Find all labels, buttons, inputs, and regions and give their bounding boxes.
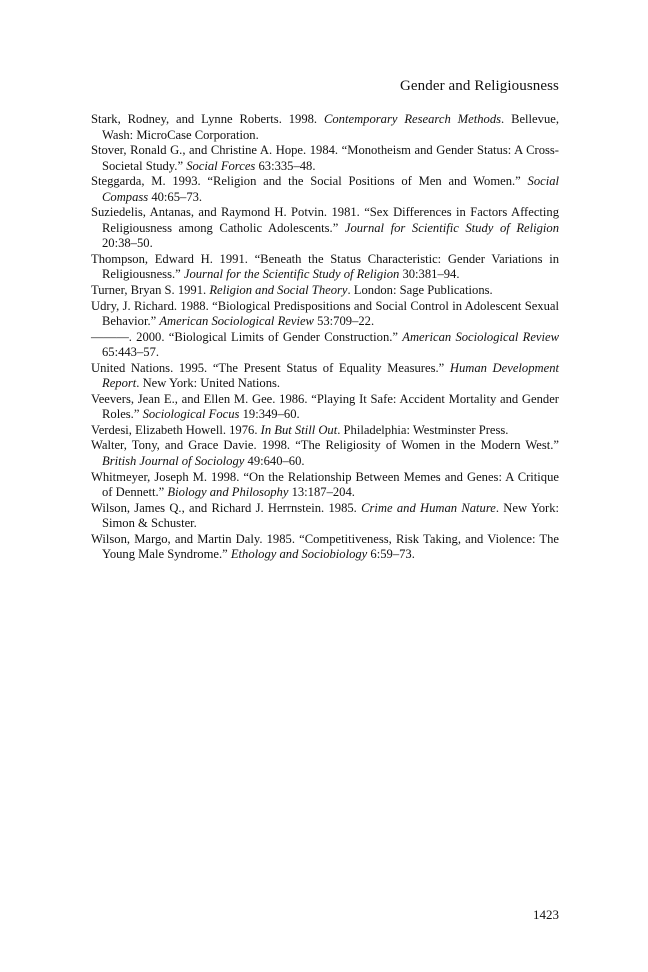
reference-entry [91, 330, 559, 361]
reference-entry [91, 252, 559, 283]
reference-title: In But Still Out [260, 422, 338, 437]
reference-text: 40:65–73. [148, 189, 203, 204]
reference-entry [91, 470, 559, 501]
reference-text: Suziedelis, Antanas, and Raymond H. Potvin. 1981. “Sex Differences in Factors Affecting Religiousness among Catholic Adolescents.” [91, 205, 559, 235]
reference-text: 30:381–94. [399, 267, 460, 282]
reference-title: Ethology and Sociobiology [230, 547, 368, 562]
reference-text: ———. 2000. “Biological Limits of Gender Construction.” [91, 329, 403, 344]
reference-title: American Sociological Review [402, 329, 560, 344]
reference-title: Contemporary Research Methods [323, 112, 502, 126]
reference-entry [91, 423, 559, 439]
reference-text: . New York: United Nations. [136, 376, 281, 391]
reference-text: 49:640–60. [244, 454, 305, 469]
reference-text: Turner, Bryan S. 1991. [91, 283, 210, 298]
reference-text: 6:59–73. [367, 547, 415, 562]
reference-text: Stover, Ronald G., and Christine A. Hope. 1984. “Monotheism and Gender Status: A Cross-Societal Study.” [91, 143, 559, 173]
reference-list [91, 112, 559, 563]
reference-text: . Philadelphia: Westminster Press. [337, 422, 509, 437]
reference-entry [91, 438, 559, 469]
reference-title: Social Compass [102, 174, 559, 204]
reference-text: United Nations. 1995. “The Present Status of Equality Measures.” [91, 360, 450, 375]
reference-title: Social Forces [186, 158, 256, 173]
reference-title: Biology and Philosophy [167, 485, 289, 500]
reference-text: Stark, Rodney, and Lynne Roberts. 1998. [91, 112, 324, 126]
reference-entry [91, 501, 559, 532]
reference-text: 20:38–50. [102, 236, 153, 251]
reference-text: . Bellevue, Wash: MicroCase Corporation. [102, 112, 559, 142]
reference-text: Thompson, Edward H. 1991. “Beneath the Status Characteristic: Gender Variations in Religiousness.” [91, 251, 559, 282]
reference-entry [91, 143, 559, 174]
reference-text: 13:187–204. [288, 485, 355, 500]
reference-entry [91, 361, 559, 392]
reference-entry [91, 205, 559, 252]
reference-entry [91, 283, 559, 299]
reference-text: 65:443–57. [102, 345, 160, 360]
running-head: Gender and Religiousness [399, 78, 559, 94]
reference-text: 63:335–48. [255, 158, 316, 173]
reference-entry [91, 392, 559, 423]
reference-title: Journal for the Scientific Study of Religion [183, 267, 400, 282]
reference-entry [91, 174, 559, 205]
reference-entry [91, 299, 559, 330]
reference-text: Steggarda, M. 1993. “Religion and the Social Positions of Men and Women.” [91, 174, 528, 189]
reference-text: Veevers, Jean E., and Ellen M. Gee. 1986. “Playing It Safe: Accident Mortality and Gender Roles.” [91, 391, 559, 422]
reference-text: Wilson, Margo, and Martin Daly. 1985. “Competitiveness, Risk Taking, and Violence: The Young Male Syndrome.” [91, 531, 559, 562]
reference-text: Verdesi, Elizabeth Howell. 1976. [91, 422, 261, 437]
reference-text: Wilson, James Q., and Richard J. Herrnstein. 1985. [91, 500, 362, 515]
reference-entry [91, 532, 559, 563]
page-number: 1423 [533, 907, 559, 922]
reference-title: Sociological Focus [142, 407, 240, 422]
reference-title: Religion and Social Theory [209, 283, 348, 298]
reference-title: Journal for Scientific Study of Religion [344, 220, 559, 235]
reference-text: 53:709–22. [313, 314, 375, 329]
reference-text: Udry, J. Richard. 1988. “Biological Predispositions and Social Control in Adolescent Sexual Behavior.” [91, 298, 559, 329]
reference-title: British Journal of Sociology [102, 454, 245, 469]
reference-text: 19:349–60. [239, 407, 300, 422]
reference-title: Human Development Report [102, 360, 559, 391]
reference-title: American Sociological Review [159, 314, 314, 329]
reference-text: . New York: Simon & Schuster. [102, 500, 559, 531]
reference-text: Whitmeyer, Joseph M. 1998. “On the Relationship Between Memes and Genes: A Critique of Dennett.” [91, 469, 559, 500]
reference-text: . London: Sage Publications. [347, 283, 493, 298]
reference-title: Crime and Human Nature [361, 500, 496, 515]
reference-text: Walter, Tony, and Grace Davie. 1998. “The Religiosity of Women in the Modern West.” [91, 438, 559, 453]
reference-entry [91, 112, 559, 143]
